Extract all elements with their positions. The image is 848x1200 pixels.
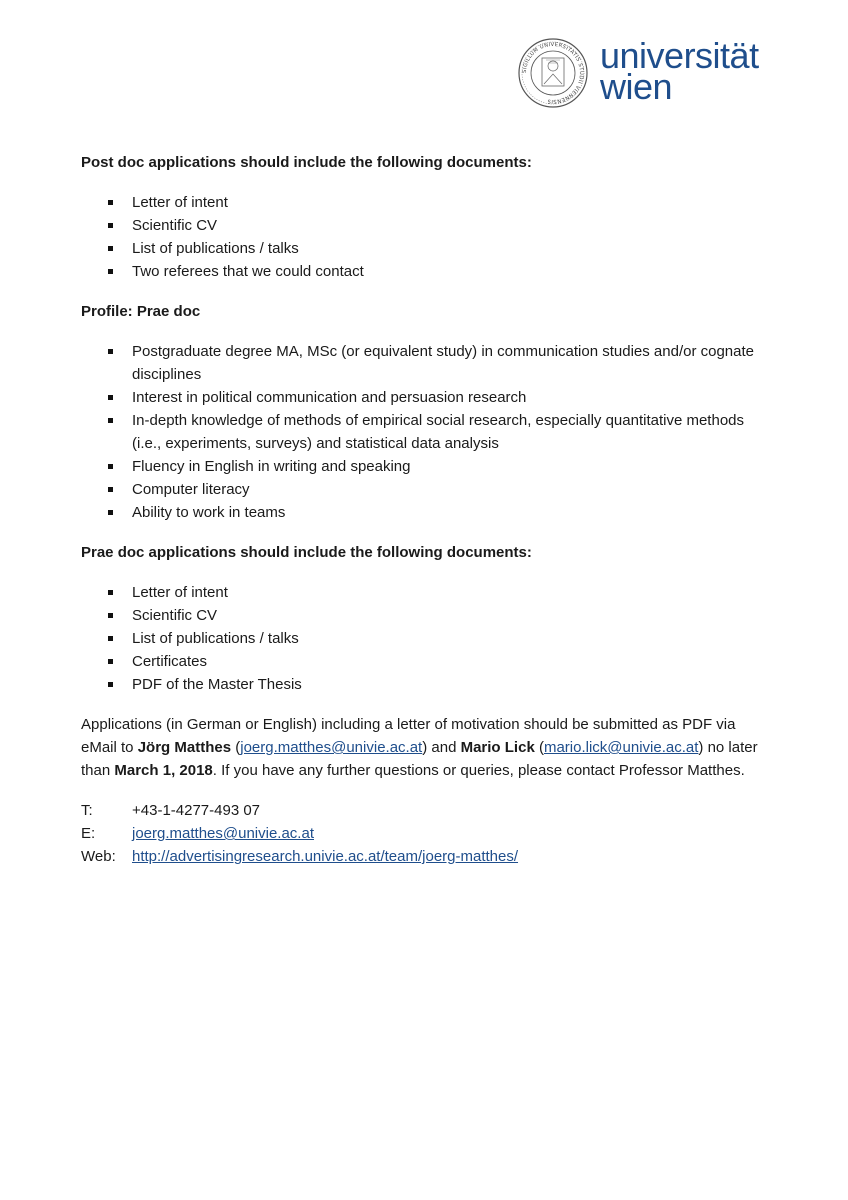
list-item: Fluency in English in writing and speaking xyxy=(81,455,771,478)
contact-name: Mario Lick xyxy=(460,739,535,756)
bullet-icon xyxy=(108,636,113,641)
list-item: Two referees that we could contact xyxy=(81,260,771,283)
contact-block xyxy=(81,799,771,868)
section-postdoc-documents xyxy=(81,151,771,283)
contact-row-web xyxy=(81,845,771,868)
contact-label: Web: xyxy=(81,848,116,865)
deadline-date: March 1, 2018 xyxy=(114,762,213,779)
bullet-icon xyxy=(108,659,113,664)
bullet-icon xyxy=(108,269,113,274)
bullet-icon xyxy=(108,349,113,354)
bullet-icon xyxy=(108,200,113,205)
list-item: Computer literacy xyxy=(81,478,771,501)
list-item: Letter of intent xyxy=(81,581,771,604)
bullet-icon xyxy=(108,395,113,400)
bullet-list xyxy=(81,340,771,524)
wordmark-line-1: universität xyxy=(600,35,759,76)
list-item: List of publications / talks xyxy=(81,627,771,650)
contact-name: Jörg Matthes xyxy=(137,739,232,756)
section-heading: Profile: Prae doc xyxy=(81,303,201,320)
university-wordmark xyxy=(600,35,759,107)
email-link[interactable]: mario.lick@univie.ac.at xyxy=(543,739,699,756)
wordmark-line-2: wien xyxy=(600,66,673,107)
application-paragraph: Applications (in German or English) including a letter of motivation should be submitted as PDF via eMail to Jörg Matthes (joerg.matthes@univie.ac.at) and Mario Lick (mario.lick@univie.ac.at) no later than March 1, 2018. If you have any further questions or queries, please contact Professor Matthes. xyxy=(81,716,758,779)
section-praedoc-documents xyxy=(81,541,771,696)
bullet-icon xyxy=(108,418,113,423)
section-heading: Post doc applications should include the following documents: xyxy=(81,154,532,171)
list-item: Interest in political communication and persuasion research xyxy=(81,386,771,409)
contact-label: E: xyxy=(81,825,96,842)
bullet-list xyxy=(81,191,771,283)
document-body xyxy=(81,151,771,868)
phone-number: +43-1-4277-493 07 xyxy=(132,802,261,819)
bullet-icon xyxy=(108,613,113,618)
contact-label: T: xyxy=(81,802,93,819)
bullet-list xyxy=(81,581,771,696)
web-link[interactable]: http://advertisingresearch.univie.ac.at/team/joerg-matthes/ xyxy=(132,848,519,865)
bullet-icon xyxy=(108,464,113,469)
university-logo xyxy=(518,35,778,108)
list-item: Scientific CV xyxy=(81,604,771,627)
bullet-icon xyxy=(108,590,113,595)
list-item: In-depth knowledge of methods of empirical social research, especially quantitative methods (i.e., experiments, surveys) and statistical data analysis xyxy=(81,409,771,455)
university-seal-icon xyxy=(518,38,588,108)
list-item: Postgraduate degree MA, MSc (or equivalent study) in communication studies and/or cognate disciplines xyxy=(81,340,771,386)
list-item: Letter of intent xyxy=(81,191,771,214)
svg-text:SIGILLUM UNIVERSITATIS STUDII: SIGILLUM UNIVERSITATIS STUDII VIENNENSIS xyxy=(521,41,585,105)
bullet-icon xyxy=(108,246,113,251)
section-praedoc-profile xyxy=(81,300,771,524)
list-item: Ability to work in teams xyxy=(81,501,771,524)
bullet-icon xyxy=(108,682,113,687)
contact-row-email xyxy=(81,822,771,845)
bullet-icon xyxy=(108,487,113,492)
section-heading: Prae doc applications should include the following documents: xyxy=(81,544,532,561)
bullet-icon xyxy=(108,223,113,228)
contact-row-phone xyxy=(81,799,771,822)
list-item: PDF of the Master Thesis xyxy=(81,673,771,696)
list-item: Certificates xyxy=(81,650,771,673)
list-item: Scientific CV xyxy=(81,214,771,237)
list-item: List of publications / talks xyxy=(81,237,771,260)
bullet-icon xyxy=(108,510,113,515)
email-link[interactable]: joerg.matthes@univie.ac.at xyxy=(132,825,314,842)
email-link[interactable]: joerg.matthes@univie.ac.at xyxy=(240,739,423,756)
